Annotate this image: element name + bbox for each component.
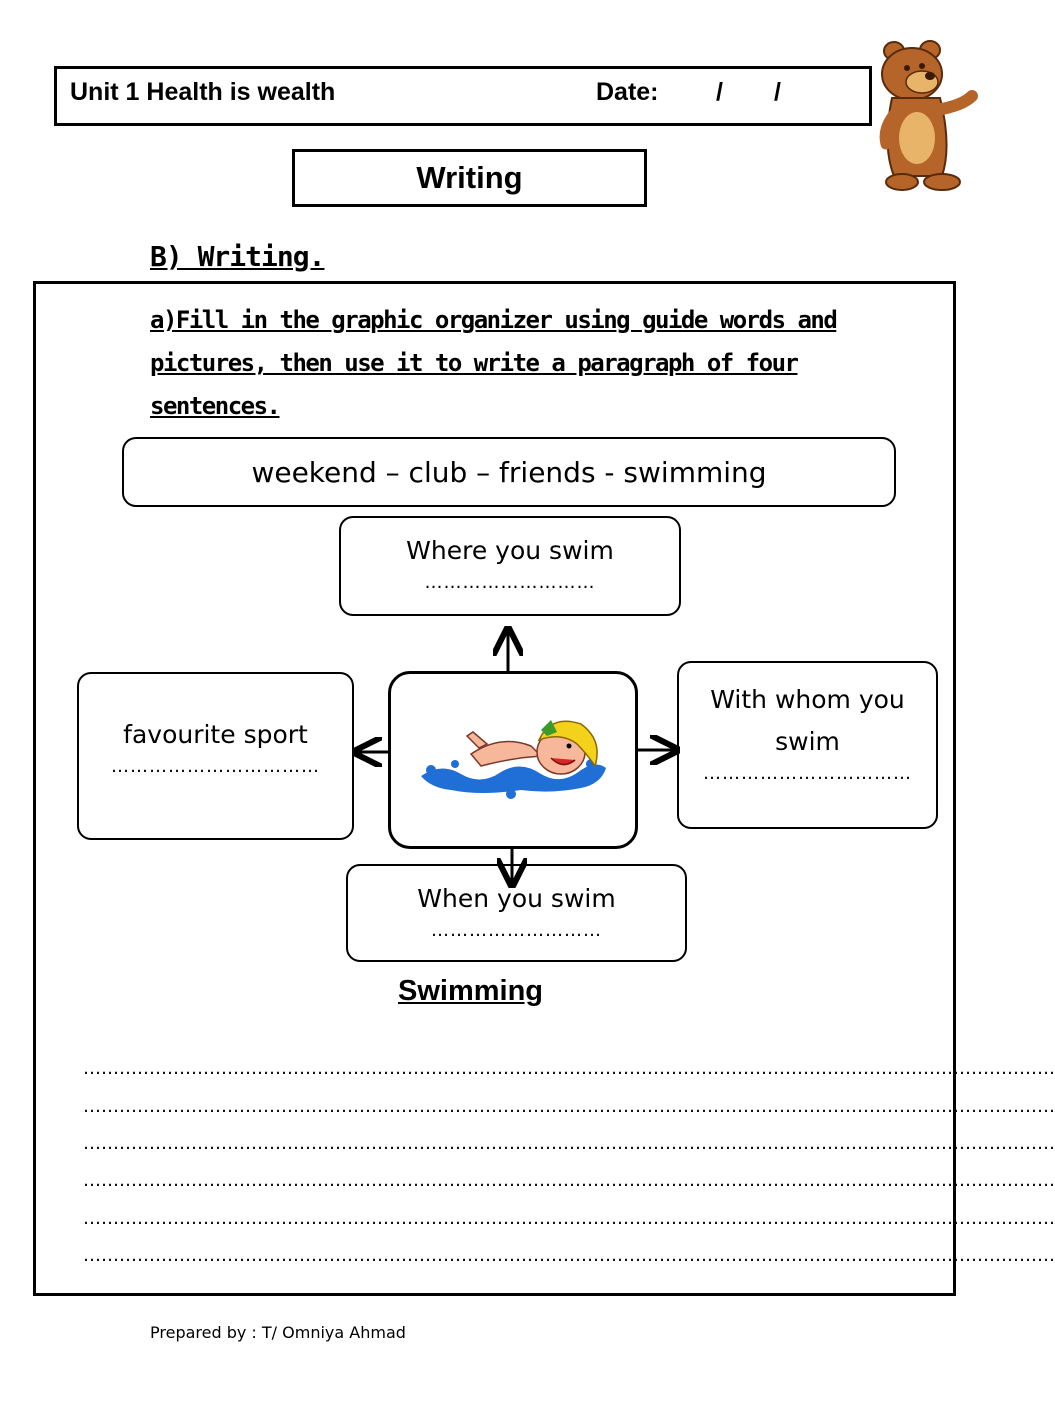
guide-words: weekend – club – friends - swimming (251, 455, 767, 489)
instruction-line-3: sentences. (150, 392, 280, 420)
writing-title: Writing (416, 160, 523, 195)
date-label: Date: (596, 78, 659, 106)
when-you-swim-blank[interactable]: ……………………… (431, 920, 602, 941)
writing-line-6[interactable]: ……………………………………………………………………………………………………………………………………………… (83, 1245, 1055, 1266)
with-whom-label-line-1: With whom you (710, 685, 905, 714)
where-you-swim-blank[interactable]: ……………………… (424, 572, 596, 593)
footer-credit: Prepared by : T/ Omniya Ahmad (150, 1323, 406, 1342)
with-whom-label-line-2: swim (775, 727, 840, 756)
writing-line-5[interactable]: ……………………………………………………………………………………………………………………………………………… (83, 1208, 1055, 1229)
instruction-line-2: pictures, then use it to write a paragraph of four (150, 349, 798, 377)
date-slash-1: / (716, 78, 723, 106)
writing-line-2[interactable]: ……………………………………………………………………………………………………………………………………………… (83, 1096, 1055, 1117)
when-you-swim-label: When you swim (417, 884, 616, 913)
favourite-sport-label: favourite sport (123, 720, 308, 749)
date-slash-2: / (774, 78, 781, 106)
writing-line-4[interactable]: ……………………………………………………………………………………………………………………………………………… (83, 1170, 1055, 1191)
paragraph-title: Swimming (398, 975, 544, 1007)
instruction-line-1: a)Fill in the graphic organizer using guide words and (150, 306, 837, 334)
where-you-swim-label: Where you swim (406, 536, 614, 565)
section-heading: B) Writing. (150, 240, 325, 273)
unit-title: Unit 1 Health is wealth (70, 78, 336, 106)
favourite-sport-blank[interactable]: …………………………… (111, 756, 320, 777)
with-whom-blank[interactable]: …………………………… (703, 763, 912, 784)
writing-line-3[interactable]: ……………………………………………………………………………………………………………………………………………… (83, 1133, 1055, 1154)
writing-line-1[interactable]: ……………………………………………………………………………………………………………………………………………… (83, 1058, 1055, 1079)
